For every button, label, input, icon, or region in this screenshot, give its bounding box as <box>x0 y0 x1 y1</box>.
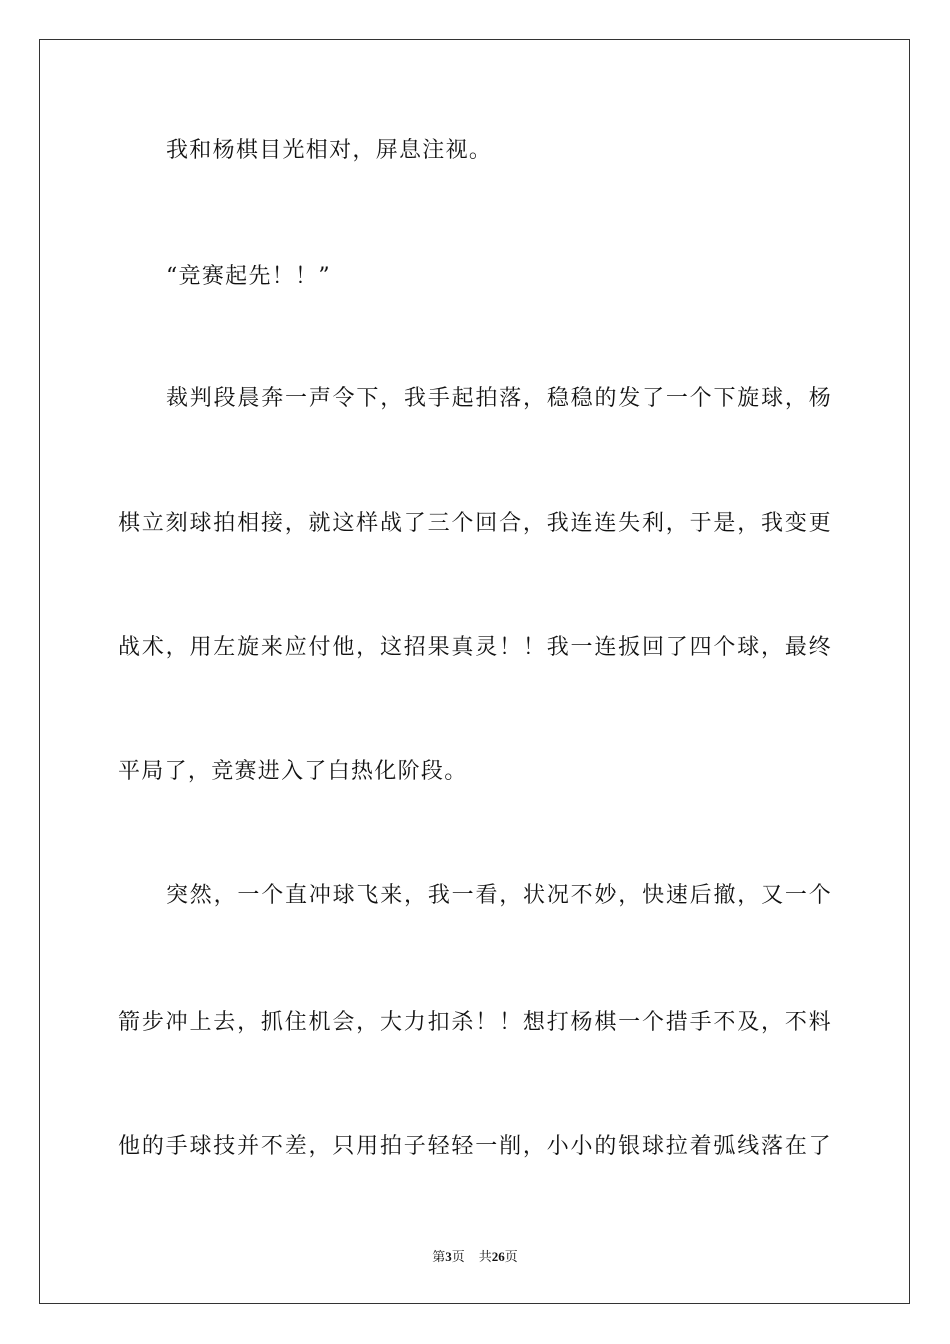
paragraph-line: 战术，用左旋来应付他，这招果真灵！！我一连扳回了四个球，最终 <box>118 635 832 660</box>
page-border <box>39 39 910 1304</box>
page-number: 3 <box>445 1249 452 1264</box>
paragraph-line: “竞赛起先！！” <box>166 264 331 289</box>
paragraph-line: 棋立刻球拍相接，就这样战了三个回合，我连连失利，于是，我变更 <box>118 511 832 536</box>
paragraph-line: 突然，一个直冲球飞来，我一看，状况不妙，快速后撤，又一个 <box>166 883 832 908</box>
paragraph-line: 裁判段晨奔一声令下，我手起拍落，稳稳的发了一个下旋球，杨 <box>166 386 832 411</box>
total-pages: 26 <box>491 1249 505 1264</box>
page-suffix: 页 <box>451 1250 465 1265</box>
paragraph-line: 平局了，竞赛进入了白热化阶段。 <box>118 759 468 784</box>
paragraph-line: 箭步冲上去，抓住机会，大力扣杀！！想打杨棋一个措手不及，不料 <box>118 1010 832 1035</box>
page-prefix: 第 <box>432 1250 446 1265</box>
paragraph-line: 我和杨棋目光相对，屏息注视。 <box>166 138 493 163</box>
page-footer <box>0 1248 950 1267</box>
total-prefix: 共 <box>478 1250 492 1265</box>
paragraph-line: 他的手球技并不差，只用拍子轻轻一削，小小的银球拉着弧线落在了 <box>118 1134 832 1159</box>
total-suffix: 页 <box>504 1250 518 1265</box>
